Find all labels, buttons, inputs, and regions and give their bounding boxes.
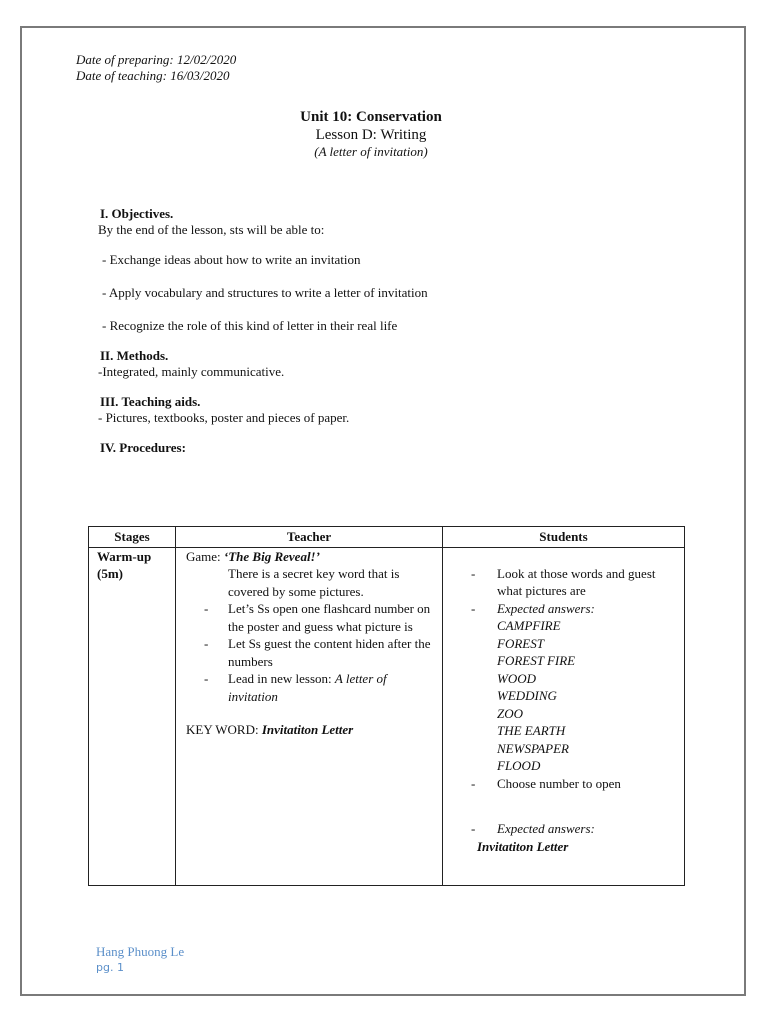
objective-item: - Apply vocabulary and structures to write a letter of invitation	[102, 285, 428, 300]
aids-text: - Pictures, textbooks, poster and pieces of paper.	[98, 410, 350, 425]
date-preparing: Date of preparing: 12/02/2020	[76, 52, 237, 67]
procedures-heading: IV. Procedures:	[100, 440, 186, 455]
list-item: - Expected answers:	[471, 821, 595, 836]
methods-text: -Integrated, mainly communicative.	[98, 364, 285, 379]
answer-item: FOREST FIRE	[497, 653, 576, 668]
stage-cell	[89, 547, 176, 885]
objectives-intro: By the end of the lesson, sts will be able to:	[98, 222, 325, 237]
answer-item: THE EARTH	[497, 723, 566, 738]
lesson-subtitle: (A letter of invitation)	[314, 144, 428, 159]
teacher-intro: There is a secret key word that is covered by some pictures.	[228, 566, 400, 599]
list-item: - Let Ss guest the content hiden after the numbers	[204, 636, 431, 669]
list-item: - Look at those words and guest what pictures are	[471, 565, 656, 598]
methods-heading: II. Methods.	[100, 348, 169, 363]
lesson-title: Lesson D: Writing	[315, 127, 427, 143]
students-list-final	[453, 820, 676, 838]
table-header-row	[89, 527, 685, 548]
list-item: - Lead in new lesson: A letter of invitation	[204, 671, 387, 704]
answer-item: WEDDING	[497, 688, 557, 703]
stage-time: (5m)	[97, 566, 123, 581]
objectives-heading: I. Objectives.	[100, 206, 174, 221]
answer-item: FOREST	[497, 635, 544, 651]
list-item: - Let’s Ss open one flashcard number on the poster and guess what picture is	[204, 601, 431, 634]
dates-block	[76, 52, 666, 84]
column-header-stages: Stages	[89, 527, 176, 548]
objective-item: - Recognize the role of this kind of letter in their real life	[102, 318, 398, 333]
document-content	[76, 52, 666, 456]
list-item: - Choose number to open	[471, 775, 621, 791]
key-word	[186, 721, 434, 739]
stage-name: Warm-up	[97, 548, 152, 564]
procedures-table	[88, 526, 685, 886]
aids-heading: III. Teaching aids.	[100, 394, 201, 409]
teacher-cell	[176, 547, 443, 885]
answer-item: CAMPFIRE	[497, 618, 561, 633]
game-name: ‘The Big Reveal!’	[223, 548, 320, 564]
unit-title: Unit 10: Conservation	[300, 109, 442, 125]
key-word-value: Invitatiton Letter	[261, 722, 354, 737]
footer-author: Hang Phuong Le	[96, 944, 185, 959]
column-header-students: Students	[443, 527, 685, 548]
answer-item: ZOO	[497, 705, 524, 721]
students-cell	[443, 547, 685, 885]
table-row	[89, 547, 685, 885]
teacher-game	[186, 548, 434, 566]
page-footer	[96, 944, 184, 976]
footer-page-number: pg. 1	[96, 961, 124, 974]
game-label: Game:	[186, 548, 224, 564]
answer-list	[497, 617, 676, 775]
students-list	[453, 565, 676, 793]
list-item: - Expected answers: CAMPFIRE FOREST FOREST FIRE WOOD WEDDING ZOO THE EARTH NEWSPAPER FLOOD	[453, 600, 676, 775]
objective-item: - Exchange ideas about how to write an invitation	[102, 252, 361, 267]
answer-item: WOOD	[497, 670, 536, 686]
key-word-label: KEY WORD:	[186, 722, 262, 737]
column-header-teacher: Teacher	[176, 527, 443, 548]
final-answer: Invitatiton Letter	[477, 838, 569, 854]
date-teaching: Date of teaching: 16/03/2020	[76, 68, 230, 83]
answer-item: NEWSPAPER	[497, 740, 569, 756]
answer-item: FLOOD	[497, 758, 541, 773]
teacher-list	[186, 600, 434, 705]
